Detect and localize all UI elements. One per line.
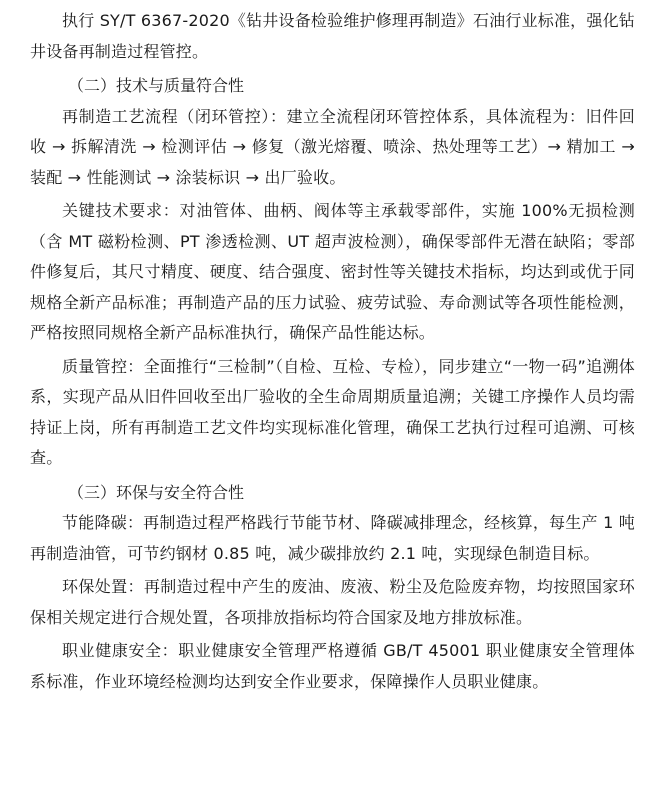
paragraph-occupational-health: 职业健康安全：职业健康安全管理严格遵循 GB/T 45001 职业健康安全管理体系标准，作业环境经检测均达到安全作业要求，保障操作人员职业健康。: [30, 641, 635, 691]
paragraph-energy-saving: 节能降碳：再制造过程严格践行节能节材、降碳减排理念，经核算，每生产 1 吨再制造油管，可节约钢材 0.85 吨，减少碳排放约 2.1 吨，实现绿色制造目标。: [30, 513, 635, 563]
section-heading-tech-quality: （二）技术与质量符合性: [68, 76, 245, 95]
paragraph-intro: 执行 SY/T 6367-2020《钻井设备检验维护修理再制造》石油行业标准，强化钻井设备再制造过程管控。: [30, 11, 635, 61]
section-heading-env-safety: （三）环保与安全符合性: [68, 482, 245, 502]
paragraph-key-tech: 关键技术要求：对油管体、曲柄、阀体等主承载零部件，实施 100%无损检测（含 MT 磁粉检测、PT 渗透检测、UT 超声波检测），确保零部件无潜在缺陷；零部件修复后，其尺寸精度、硬度、结合强度、密封性等关键技术指标，均达到或优于同规格全新产品标准；再制造产品的压力试验、疲劳试验、寿命测试等各项性能检测，严格按照同规格全新产品标准执行，确保产品性能达标。: [30, 201, 635, 342]
paragraph-process-flow: 再制造工艺流程（闭环管控）：建立全流程闭环管控体系，具体流程为：旧件回收 → 拆解清洗 → 检测评估 → 修复（激光熔覆、喷涂、热处理等工艺）→ 精加工 → 装配 → 性能测试 → 涂装标识 → 出厂验收。: [30, 106, 635, 187]
paragraph-quality-control: 质量管控：全面推行“三检制”（自检、互检、专检），同步建立“一物一码”追溯体系，实现产品从旧件回收至出厂验收的全生命周期质量追溯；关键工序操作人员均需持证上岗，所有再制造工艺文件均实现标准化管理，确保工艺执行过程可追溯、可核查。: [30, 356, 635, 467]
paragraph-env-disposal: 环保处置：再制造过程中产生的废油、废液、粉尘及危险废弃物，均按照国家环保相关规定进行合规处置，各项排放指标均符合国家及地方排放标准。: [30, 577, 635, 627]
